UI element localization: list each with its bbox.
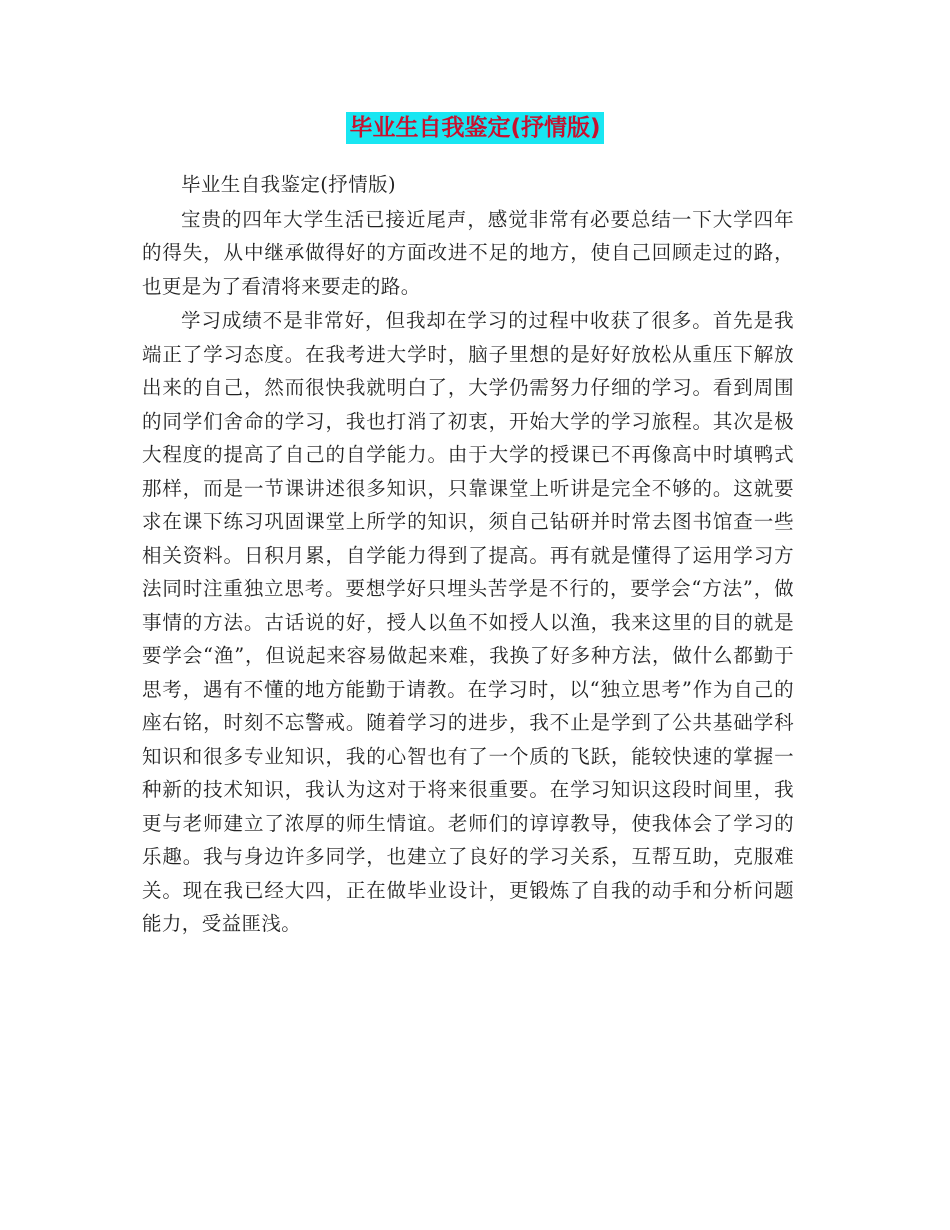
paragraph-study: 学习成绩不是非常好，但我却在学习的过程中收获了很多。首先是我端正了学习态度。在我考进大学时，脑子里想的是好好放松从重压下解放出来的自己，然而很快我就明白了，大学仍需努力仔细的学习。看到周围的同学们舍命的学习，我也打消了初衷，开始大学的学习旅程。其次是极大程度的提高了自己的自学能力。由于大学的授课已不再像高中时填鸭式那样，而是一节课讲述很多知识，只靠课堂上听讲是完全不够的。这就要求在课下练习巩固课堂上所学的知识，须自己钻研并时常去图书馆查一些相关资料。日积月累，自学能力得到了提高。再有就是懂得了运用学习方法同时注重独立思考。要想学好只埋头苦学是不行的，要学会“方法”，做事情的方法。古话说的好，授人以鱼不如授人以渔，我来这里的目的就是要学会“渔”，但说起来容易做起来难，我换了好多种方法，做什么都勤于思考，遇有不懂的地方能勤于请教。在学习时，以“独立思考”作为自己的座右铭，时刻不忘警戒。随着学习的进步，我不止是学到了公共基础学科知识和很多专业知识，我的心智也有了一个质的飞跃，能较快速的掌握一种新的技术知识，我认为这对于将来很重要。在学习知识这段时间里，我更与老师建立了浓厚的师生情谊。老师们的谆谆教导，使我体会了学习的乐趣。我与身边许多同学，也建立了良好的学习关系，互帮互助，克服难关。现在我已经大四，正在做毕业设计，更锻炼了自我的动手和分析问题能力，受益匪浅。 (142, 309, 794, 935)
document-body (142, 168, 794, 942)
title-container (0, 112, 950, 144)
document-title: 毕业生自我鉴定(抒情版) (346, 112, 603, 144)
paragraph-subtitle: 毕业生自我鉴定(抒情版) (181, 173, 397, 196)
paragraph-intro: 宝贵的四年大学生活已接近尾声，感觉非常有必要总结一下大学四年的得失，从中继承做得好的方面改进不足的地方，使自己回顾走过的路，也更是为了看清将来要走的路。 (142, 207, 794, 298)
